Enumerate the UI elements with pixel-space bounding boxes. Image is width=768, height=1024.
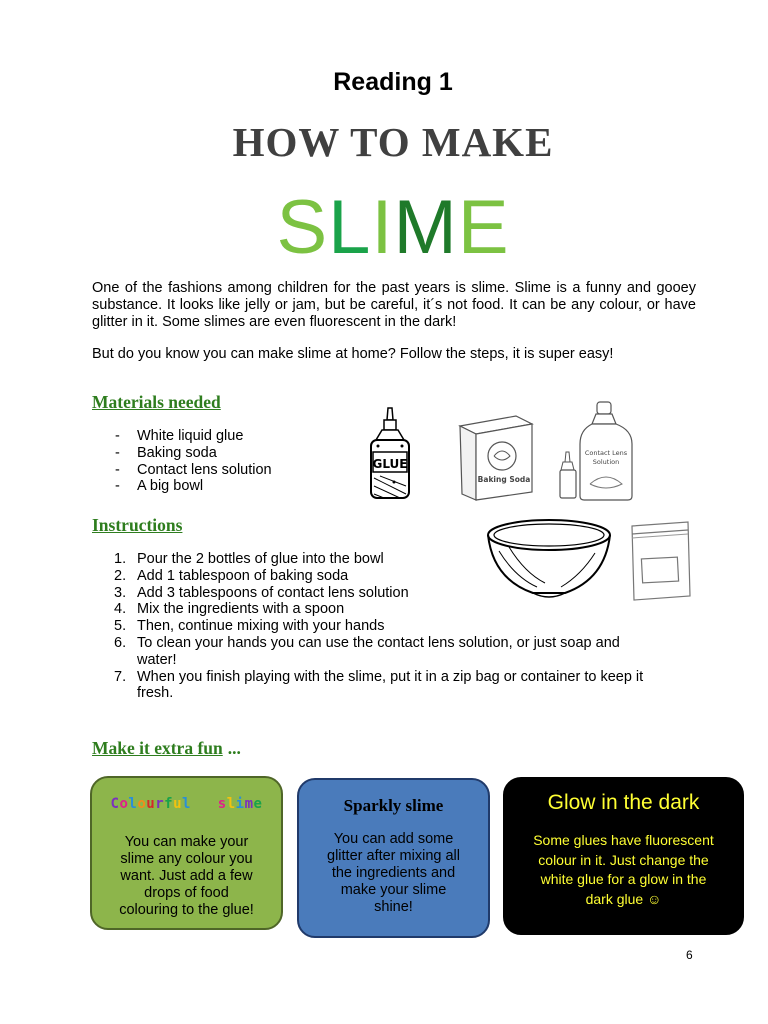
slime-letter: M [393, 185, 458, 270]
sparkly-body-line: glitter after mixing all [327, 848, 460, 864]
sparkly-body-line: shine! [374, 899, 413, 915]
sparkly-slime-text [305, 831, 482, 916]
material-item: - Baking soda [92, 445, 272, 462]
extra-fun-dots: ... [227, 738, 241, 758]
glue-bottle-illustration [364, 406, 416, 502]
colourful-title-letter: o [119, 796, 129, 812]
step-number: 5. [114, 618, 127, 635]
colourful-body-line: colouring to the glue! [119, 902, 254, 918]
zip-bag-illustration [628, 520, 694, 602]
step-text-line: Mix the ingredients with a spoon [137, 601, 345, 618]
instructions-heading-text: Instructions [92, 515, 183, 535]
reading-label: Reading 1 [333, 68, 453, 96]
slime-letter: L [328, 185, 372, 270]
sparkly-body-line: You can add some [333, 831, 454, 847]
extra-fun-heading [92, 738, 241, 759]
colourful-title-letter: r [155, 796, 165, 812]
glow-body-line: white glue for a glow in the [540, 871, 707, 887]
step-text-line: Then, continue mixing with your hands [137, 618, 385, 635]
material-item: - White liquid glue [92, 428, 272, 445]
glow-body-line: Some glues have fluorescent [533, 832, 714, 848]
material-item: - A big bowl [92, 478, 272, 495]
page-title: HOW TO MAKE [232, 119, 554, 165]
colourful-slime-title [92, 796, 281, 812]
colourful-title-letter [191, 796, 200, 812]
colourful-title-letter: u [146, 796, 156, 812]
colourful-body-line: want. Just add a few [120, 868, 253, 884]
colourful-title-letter [209, 796, 218, 812]
baking-soda-label: Baking Soda [477, 475, 531, 484]
glow-body-line: dark glue ☺ [585, 890, 662, 907]
sparkly-slime-box [297, 778, 490, 938]
glow-in-the-dark-title: Glow in the dark [547, 791, 700, 814]
step-text-line: fresh. [137, 685, 174, 702]
sparkly-body-line: the ingredients and [331, 865, 456, 881]
colourful-title-letter: C [110, 796, 120, 812]
colourful-slime-box [90, 776, 283, 930]
colourful-title-letter: u [173, 796, 183, 812]
step-number: 6. [114, 634, 127, 651]
materials-heading-text: Materials needed [92, 392, 221, 412]
colourful-title-letter: l [226, 796, 236, 812]
step-number: 1. [114, 551, 127, 567]
bowl-illustration [485, 517, 613, 601]
step-number: 4. [114, 601, 127, 618]
lens-label-line-2: Solution [592, 458, 620, 466]
colourful-title-letter: e [253, 796, 263, 812]
step-text-line: When you finish playing with the slime, put it in a zip bag or container to keep it [137, 668, 644, 685]
step-number: 2. [114, 567, 127, 584]
colourful-title-letter: o [137, 796, 147, 812]
step-text-line: Pour the 2 bottles of glue into the bowl [137, 551, 384, 567]
instruction-step [92, 635, 692, 669]
page-number: 6 [686, 948, 693, 962]
contact-lens-solution-illustration [556, 400, 640, 504]
intro-paragraph-1: One of the fashions among children for the past years is slime. Slime is a funny and gooey substance. It looks like jelly or jam, but be careful, it´s not food. It can be any colour, or have glitter in it. Some slimes are even fluorescent in the dark! [92, 280, 696, 330]
colourful-title-letter: s [217, 796, 227, 812]
glow-in-the-dark-text [510, 831, 737, 909]
lens-label-line-1: Contact Lens [584, 449, 628, 457]
step-text-line: Add 3 tablespoons of contact lens solution [137, 584, 409, 601]
sparkly-body-line: make your slime [340, 882, 447, 898]
slime-letter: E [457, 185, 510, 270]
colourful-title-letter: f [164, 796, 174, 812]
glow-in-the-dark-box [503, 777, 744, 935]
glow-body-line: colour in it. Just change the [538, 851, 709, 868]
colourful-title-letter: m [244, 796, 254, 812]
step-text-line: Add 1 tablespoon of baking soda [137, 567, 349, 584]
step-text-line: water! [137, 651, 177, 668]
instructions-heading [92, 515, 182, 536]
intro-paragraph-2: But do you know you can make slime at home? Follow the steps, it is super easy! [92, 346, 614, 362]
instruction-step [92, 601, 692, 618]
colourful-title-letter: l [182, 796, 191, 812]
colourful-slime-text [98, 834, 275, 919]
colourful-title-letter: i [235, 796, 245, 812]
slime-title [0, 185, 768, 270]
sparkly-slime-title: Sparkly slime [343, 796, 444, 815]
materials-list [92, 428, 272, 495]
glue-label: GLUE [372, 457, 408, 471]
colourful-title-letter: l [128, 796, 138, 812]
step-text-line: To clean your hands you can use the contact lens solution, or just soap and [137, 634, 620, 651]
material-item: - Contact lens solution [92, 462, 272, 479]
slime-letter: S [276, 185, 329, 270]
extra-fun-heading-text: Make it extra fun [92, 738, 223, 758]
step-number: 3. [114, 584, 127, 601]
instruction-step [92, 669, 692, 703]
colourful-title-letter [200, 796, 209, 812]
step-number: 7. [114, 668, 127, 685]
slime-letter: I [371, 185, 394, 270]
colourful-body-line: You can make your [124, 834, 249, 850]
baking-soda-box-illustration [456, 412, 536, 504]
instruction-step [92, 618, 692, 635]
materials-heading [92, 392, 221, 413]
colourful-body-line: drops of food [144, 885, 229, 901]
colourful-body-line: slime any colour you [120, 851, 253, 867]
